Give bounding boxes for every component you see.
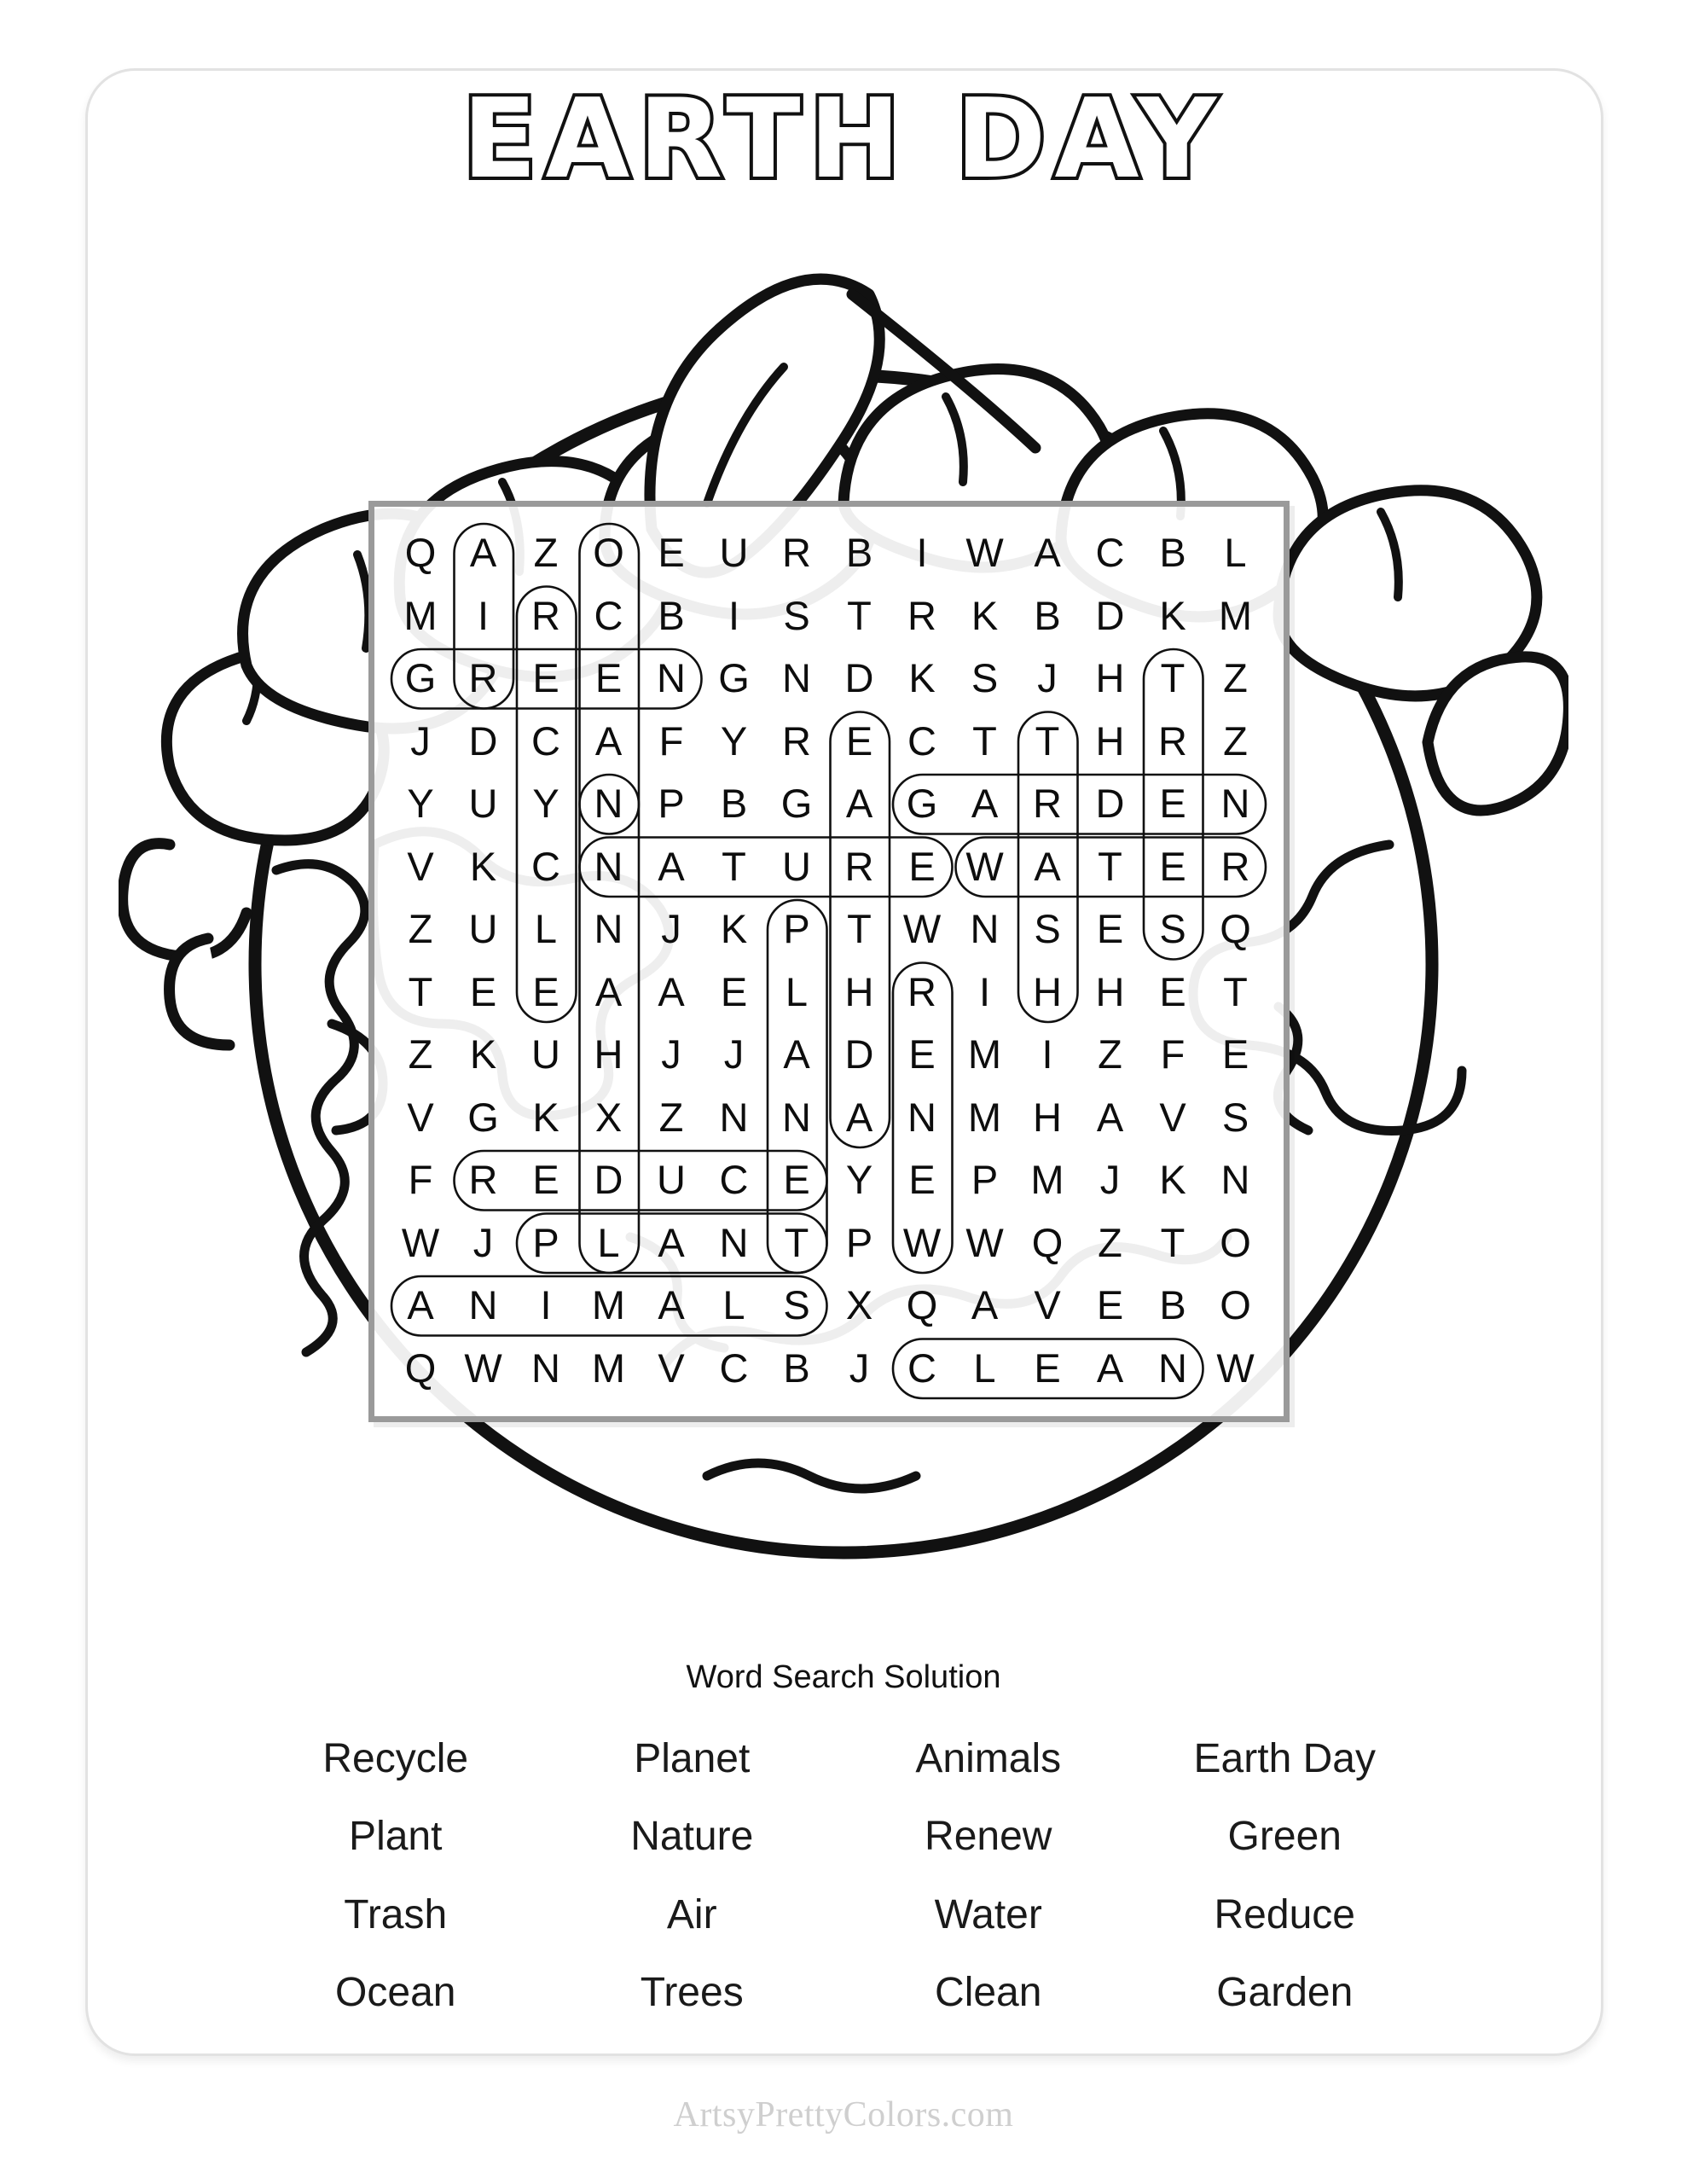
- grid-cell[interactable]: V: [658, 1345, 685, 1391]
- grid-cell[interactable]: C: [594, 592, 623, 638]
- grid-cell[interactable]: U: [782, 843, 811, 889]
- grid-cell[interactable]: B: [1034, 592, 1061, 638]
- grid-cell[interactable]: U: [468, 781, 498, 826]
- page-title: EARTH DAY: [461, 76, 1226, 203]
- grid-cell[interactable]: L: [973, 1345, 996, 1391]
- grid-cell[interactable]: A: [971, 781, 999, 826]
- grid-cell[interactable]: W: [464, 1345, 502, 1391]
- grid-cell[interactable]: D: [1095, 592, 1125, 638]
- grid-cell[interactable]: D: [844, 1031, 874, 1077]
- grid-cell[interactable]: N: [1220, 781, 1250, 826]
- grid-cell[interactable]: B: [845, 530, 873, 575]
- grid-cell[interactable]: L: [534, 906, 558, 951]
- grid-cell[interactable]: R: [782, 530, 811, 575]
- grid-cell[interactable]: E: [658, 530, 685, 575]
- word-list: [247, 1732, 1433, 2019]
- word-list-item: Trees: [640, 1970, 744, 2016]
- word-search-grid[interactable]: [374, 507, 1284, 1416]
- grid-cell[interactable]: P: [532, 1219, 559, 1265]
- grid-cell[interactable]: K: [1159, 1157, 1186, 1202]
- grid-cell[interactable]: S: [1034, 906, 1061, 951]
- grid-cell[interactable]: Y: [532, 781, 559, 826]
- grid-cell[interactable]: C: [719, 1157, 749, 1202]
- grid-cell[interactable]: Z: [1098, 1219, 1122, 1265]
- site-credit: ArtsyPrettyColors.com: [673, 2095, 1014, 2135]
- grid-cell[interactable]: M: [1218, 592, 1253, 638]
- grid-cell[interactable]: N: [907, 1094, 936, 1140]
- grid-cell[interactable]: S: [783, 1282, 810, 1327]
- grid-cell[interactable]: N: [531, 1345, 560, 1391]
- grid-cell[interactable]: C: [907, 717, 936, 764]
- grid-cell[interactable]: D: [844, 655, 874, 700]
- grid-cell[interactable]: R: [468, 1157, 498, 1202]
- grid-cell[interactable]: Q: [1031, 1219, 1064, 1265]
- grid-cell[interactable]: I: [978, 968, 991, 1014]
- grid-cell[interactable]: Z: [1223, 717, 1248, 764]
- grid-cell[interactable]: K: [720, 906, 748, 951]
- grid-cell[interactable]: K: [469, 843, 497, 889]
- grid-cell[interactable]: F: [408, 1157, 433, 1202]
- grid-cell[interactable]: T: [1223, 968, 1248, 1014]
- word-search-panel: [368, 501, 1290, 1422]
- grid-cell[interactable]: O: [1220, 1219, 1251, 1265]
- word-list-item: Plant: [349, 1814, 443, 1860]
- grid-cell[interactable]: Z: [1098, 1031, 1122, 1077]
- grid-cell[interactable]: Z: [1223, 655, 1248, 700]
- grid-cell[interactable]: W: [965, 530, 1004, 575]
- grid-cell[interactable]: C: [1095, 530, 1125, 575]
- grid-cell[interactable]: J: [1099, 1157, 1121, 1202]
- grid-cell[interactable]: A: [845, 781, 873, 826]
- grid-cell[interactable]: E: [1034, 1345, 1061, 1391]
- grid-cell[interactable]: B: [720, 781, 748, 826]
- grid-cell[interactable]: I: [916, 530, 928, 575]
- grid-cell[interactable]: I: [1041, 1031, 1053, 1077]
- grid-cell[interactable]: H: [1095, 655, 1125, 700]
- word-list-item: Nature: [630, 1814, 754, 1860]
- grid-cell[interactable]: V: [1034, 1282, 1061, 1327]
- grid-cell[interactable]: Y: [720, 717, 748, 764]
- grid-cell[interactable]: J: [723, 1031, 745, 1077]
- grid-cell[interactable]: I: [728, 592, 740, 638]
- grid-cell[interactable]: H: [844, 968, 874, 1014]
- grid-cell[interactable]: E: [783, 1157, 810, 1202]
- grid-cell[interactable]: Z: [533, 530, 559, 575]
- grid-cell[interactable]: H: [1095, 717, 1125, 764]
- grid-cell[interactable]: G: [780, 781, 813, 826]
- grid-cell[interactable]: Y: [845, 1157, 873, 1202]
- grid-cell[interactable]: Q: [906, 1282, 938, 1327]
- grid-cell[interactable]: I: [540, 1282, 552, 1327]
- grid-cell[interactable]: G: [404, 655, 437, 700]
- grid-cell[interactable]: P: [845, 1219, 873, 1265]
- grid-cell[interactable]: Q: [404, 530, 437, 575]
- grid-cell[interactable]: D: [1095, 781, 1125, 826]
- grid-cell[interactable]: M: [967, 1031, 1002, 1077]
- grid-cell[interactable]: I: [477, 592, 490, 638]
- grid-cell[interactable]: W: [965, 1219, 1004, 1265]
- grid-cell[interactable]: D: [468, 717, 498, 764]
- grid-cell[interactable]: T: [847, 592, 872, 638]
- grid-cell[interactable]: N: [1220, 1157, 1250, 1202]
- grid-cell[interactable]: A: [1096, 1345, 1124, 1391]
- grid-cell[interactable]: F: [658, 717, 684, 764]
- grid-cell[interactable]: O: [1220, 1282, 1251, 1327]
- grid-cell[interactable]: U: [468, 906, 498, 951]
- grid-cell[interactable]: J: [661, 906, 681, 951]
- grid-cell[interactable]: P: [783, 906, 810, 951]
- grid-cell[interactable]: M: [591, 1345, 626, 1391]
- grid-cell[interactable]: E: [1096, 1282, 1124, 1327]
- grid-cell[interactable]: H: [594, 1031, 623, 1077]
- grid-cell[interactable]: G: [906, 781, 938, 826]
- grid-cell[interactable]: H: [1095, 968, 1125, 1014]
- grid-cell[interactable]: W: [1216, 1345, 1255, 1391]
- grid-cell[interactable]: W: [965, 843, 1004, 889]
- grid-cell[interactable]: L: [1224, 530, 1247, 575]
- grid-cell[interactable]: A: [658, 1219, 685, 1265]
- grid-cell[interactable]: E: [845, 717, 873, 764]
- grid-cell[interactable]: H: [1033, 1094, 1062, 1140]
- grid-cell[interactable]: N: [468, 1282, 498, 1327]
- word-list-item: Trash: [344, 1891, 448, 1937]
- grid-cell[interactable]: J: [849, 1345, 870, 1391]
- grid-cell[interactable]: N: [594, 843, 623, 889]
- grid-cell[interactable]: R: [782, 717, 811, 764]
- grid-cell[interactable]: A: [658, 968, 685, 1014]
- grid-cell[interactable]: L: [785, 968, 809, 1014]
- word-list-item: Water: [934, 1891, 1042, 1937]
- grid-cell[interactable]: R: [1220, 843, 1250, 889]
- grid-cell[interactable]: G: [718, 655, 750, 700]
- grid-cell[interactable]: A: [469, 530, 497, 575]
- word-list-item: Animals: [915, 1736, 1062, 1781]
- grid-cell[interactable]: N: [782, 1094, 811, 1140]
- grid-cell[interactable]: B: [658, 592, 685, 638]
- grid-cell[interactable]: A: [594, 717, 623, 764]
- grid-cell[interactable]: K: [532, 1094, 559, 1140]
- word-list-item: Recycle: [322, 1736, 469, 1781]
- grid-cell[interactable]: G: [467, 1094, 499, 1140]
- grid-cell[interactable]: N: [719, 1219, 749, 1265]
- grid-cell[interactable]: X: [845, 1282, 873, 1327]
- grid-cell[interactable]: Z: [408, 906, 433, 951]
- grid-cell[interactable]: J: [410, 717, 431, 764]
- grid-cell[interactable]: R: [844, 843, 874, 889]
- grid-cell[interactable]: O: [593, 530, 624, 575]
- grid-cell[interactable]: A: [971, 1282, 999, 1327]
- grid-cell[interactable]: C: [531, 843, 560, 889]
- grid-cell[interactable]: T: [972, 717, 997, 764]
- grid-cell[interactable]: K: [908, 655, 936, 700]
- grid-cell[interactable]: N: [594, 781, 623, 826]
- grid-cell[interactable]: J: [661, 1031, 681, 1077]
- grid-cell[interactable]: N: [970, 906, 1000, 951]
- grid-cell[interactable]: K: [1159, 592, 1186, 638]
- grid-cell[interactable]: S: [1221, 1094, 1249, 1140]
- grid-cell[interactable]: U: [531, 1031, 560, 1077]
- grid-cell[interactable]: A: [407, 1282, 434, 1327]
- grid-cell[interactable]: T: [722, 843, 746, 889]
- grid-cell[interactable]: C: [719, 1345, 749, 1391]
- grid-cell[interactable]: X: [594, 1094, 623, 1140]
- word-list-item: Earth Day: [1193, 1736, 1376, 1781]
- grid-cell[interactable]: J: [472, 1219, 494, 1265]
- grid-cell[interactable]: Q: [404, 1345, 437, 1391]
- grid-cell[interactable]: E: [1159, 781, 1186, 826]
- grid-cell[interactable]: N: [782, 655, 811, 700]
- grid-cell[interactable]: E: [1159, 843, 1186, 889]
- grid-cell[interactable]: R: [531, 592, 560, 638]
- grid-cell[interactable]: T: [847, 906, 872, 951]
- grid-cell[interactable]: N: [1158, 1345, 1187, 1391]
- grid-cell[interactable]: J: [1037, 655, 1058, 700]
- grid-cell[interactable]: C: [907, 1345, 936, 1391]
- grid-cell[interactable]: W: [401, 1219, 440, 1265]
- grid-cell[interactable]: E: [1221, 1031, 1249, 1077]
- grid-cell[interactable]: P: [971, 1157, 999, 1202]
- grid-cell[interactable]: N: [719, 1094, 749, 1140]
- grid-cell[interactable]: Z: [408, 1031, 433, 1077]
- grid-cell[interactable]: A: [1096, 1094, 1124, 1140]
- grid-cell[interactable]: T: [1098, 843, 1122, 889]
- grid-cell[interactable]: E: [594, 655, 623, 700]
- grid-cell[interactable]: T: [1160, 1219, 1186, 1265]
- grid-cell[interactable]: P: [658, 781, 685, 826]
- grid-cell[interactable]: A: [658, 1282, 685, 1327]
- grid-cell[interactable]: E: [908, 843, 936, 889]
- grid-cell[interactable]: E: [1159, 968, 1186, 1014]
- grid-cell[interactable]: T: [1160, 655, 1186, 700]
- word-list-item: Renew: [925, 1814, 1052, 1860]
- grid-cell[interactable]: E: [720, 968, 748, 1014]
- grid-cell[interactable]: K: [469, 1031, 497, 1077]
- grid-cell[interactable]: Q: [1220, 906, 1251, 951]
- grid-cell[interactable]: M: [591, 1282, 626, 1327]
- grid-cell[interactable]: K: [971, 592, 999, 638]
- grid-cell[interactable]: E: [532, 1157, 559, 1202]
- grid-cell[interactable]: E: [532, 968, 559, 1014]
- grid-cell[interactable]: M: [403, 592, 438, 638]
- grid-cell[interactable]: R: [907, 968, 936, 1014]
- grid-cell[interactable]: R: [1158, 717, 1187, 764]
- grid-cell[interactable]: N: [657, 655, 686, 700]
- word-list-item: Planet: [634, 1736, 751, 1781]
- grid-cell[interactable]: W: [902, 906, 942, 951]
- grid-cell[interactable]: D: [594, 1157, 623, 1202]
- grid-cell[interactable]: L: [722, 1282, 745, 1327]
- grid-cell[interactable]: Y: [407, 781, 434, 826]
- grid-cell[interactable]: T: [1035, 717, 1060, 764]
- grid-cell[interactable]: T: [784, 1219, 809, 1265]
- word-list-item: Garden: [1216, 1970, 1354, 2016]
- grid-cell[interactable]: Z: [658, 1094, 684, 1140]
- word-list-item: Clean: [935, 1970, 1042, 2016]
- grid-cell[interactable]: S: [1159, 906, 1186, 951]
- grid-cell[interactable]: W: [902, 1219, 942, 1265]
- grid-cell[interactable]: U: [657, 1157, 686, 1202]
- grid-cell[interactable]: A: [1034, 530, 1061, 575]
- grid-cell[interactable]: A: [783, 1031, 810, 1077]
- grid-cell[interactable]: B: [783, 1345, 810, 1391]
- grid-cell[interactable]: R: [907, 592, 936, 638]
- word-list-item: Reduce: [1214, 1891, 1355, 1937]
- grid-cell[interactable]: R: [1033, 781, 1062, 826]
- grid-cell[interactable]: C: [531, 717, 560, 764]
- grid-cell[interactable]: M: [1030, 1157, 1064, 1202]
- grid-cell[interactable]: A: [594, 968, 623, 1014]
- word-list-item: Air: [666, 1891, 717, 1937]
- grid-cell[interactable]: A: [658, 843, 685, 889]
- grid-cell[interactable]: A: [1034, 843, 1061, 889]
- grid-cell[interactable]: M: [967, 1094, 1002, 1140]
- grid-cell[interactable]: B: [1159, 1282, 1186, 1327]
- grid-cell[interactable]: E: [469, 968, 497, 1014]
- grid-cell[interactable]: V: [1159, 1094, 1186, 1140]
- grid-cell[interactable]: V: [407, 1094, 434, 1140]
- solution-caption: Word Search Solution: [686, 1659, 1001, 1695]
- grid-cell[interactable]: S: [971, 655, 999, 700]
- grid-cell[interactable]: S: [783, 592, 810, 638]
- grid-cell[interactable]: N: [594, 906, 623, 951]
- grid-cell[interactable]: U: [719, 530, 749, 575]
- grid-cell[interactable]: F: [1160, 1031, 1186, 1077]
- grid-cell[interactable]: E: [1096, 906, 1124, 951]
- grid-cell[interactable]: H: [1033, 968, 1062, 1014]
- grid-cell[interactable]: L: [597, 1219, 620, 1265]
- grid-cell[interactable]: E: [908, 1031, 936, 1077]
- grid-cell[interactable]: E: [908, 1157, 936, 1202]
- grid-cell[interactable]: B: [1159, 530, 1186, 575]
- word-list-item: Green: [1227, 1814, 1342, 1860]
- grid-cell[interactable]: T: [408, 968, 433, 1014]
- grid-cell[interactable]: E: [532, 655, 559, 700]
- grid-cell[interactable]: V: [407, 843, 434, 889]
- grid-cell[interactable]: A: [845, 1094, 873, 1140]
- word-list-item: Ocean: [335, 1970, 456, 2016]
- grid-cell[interactable]: R: [468, 655, 498, 700]
